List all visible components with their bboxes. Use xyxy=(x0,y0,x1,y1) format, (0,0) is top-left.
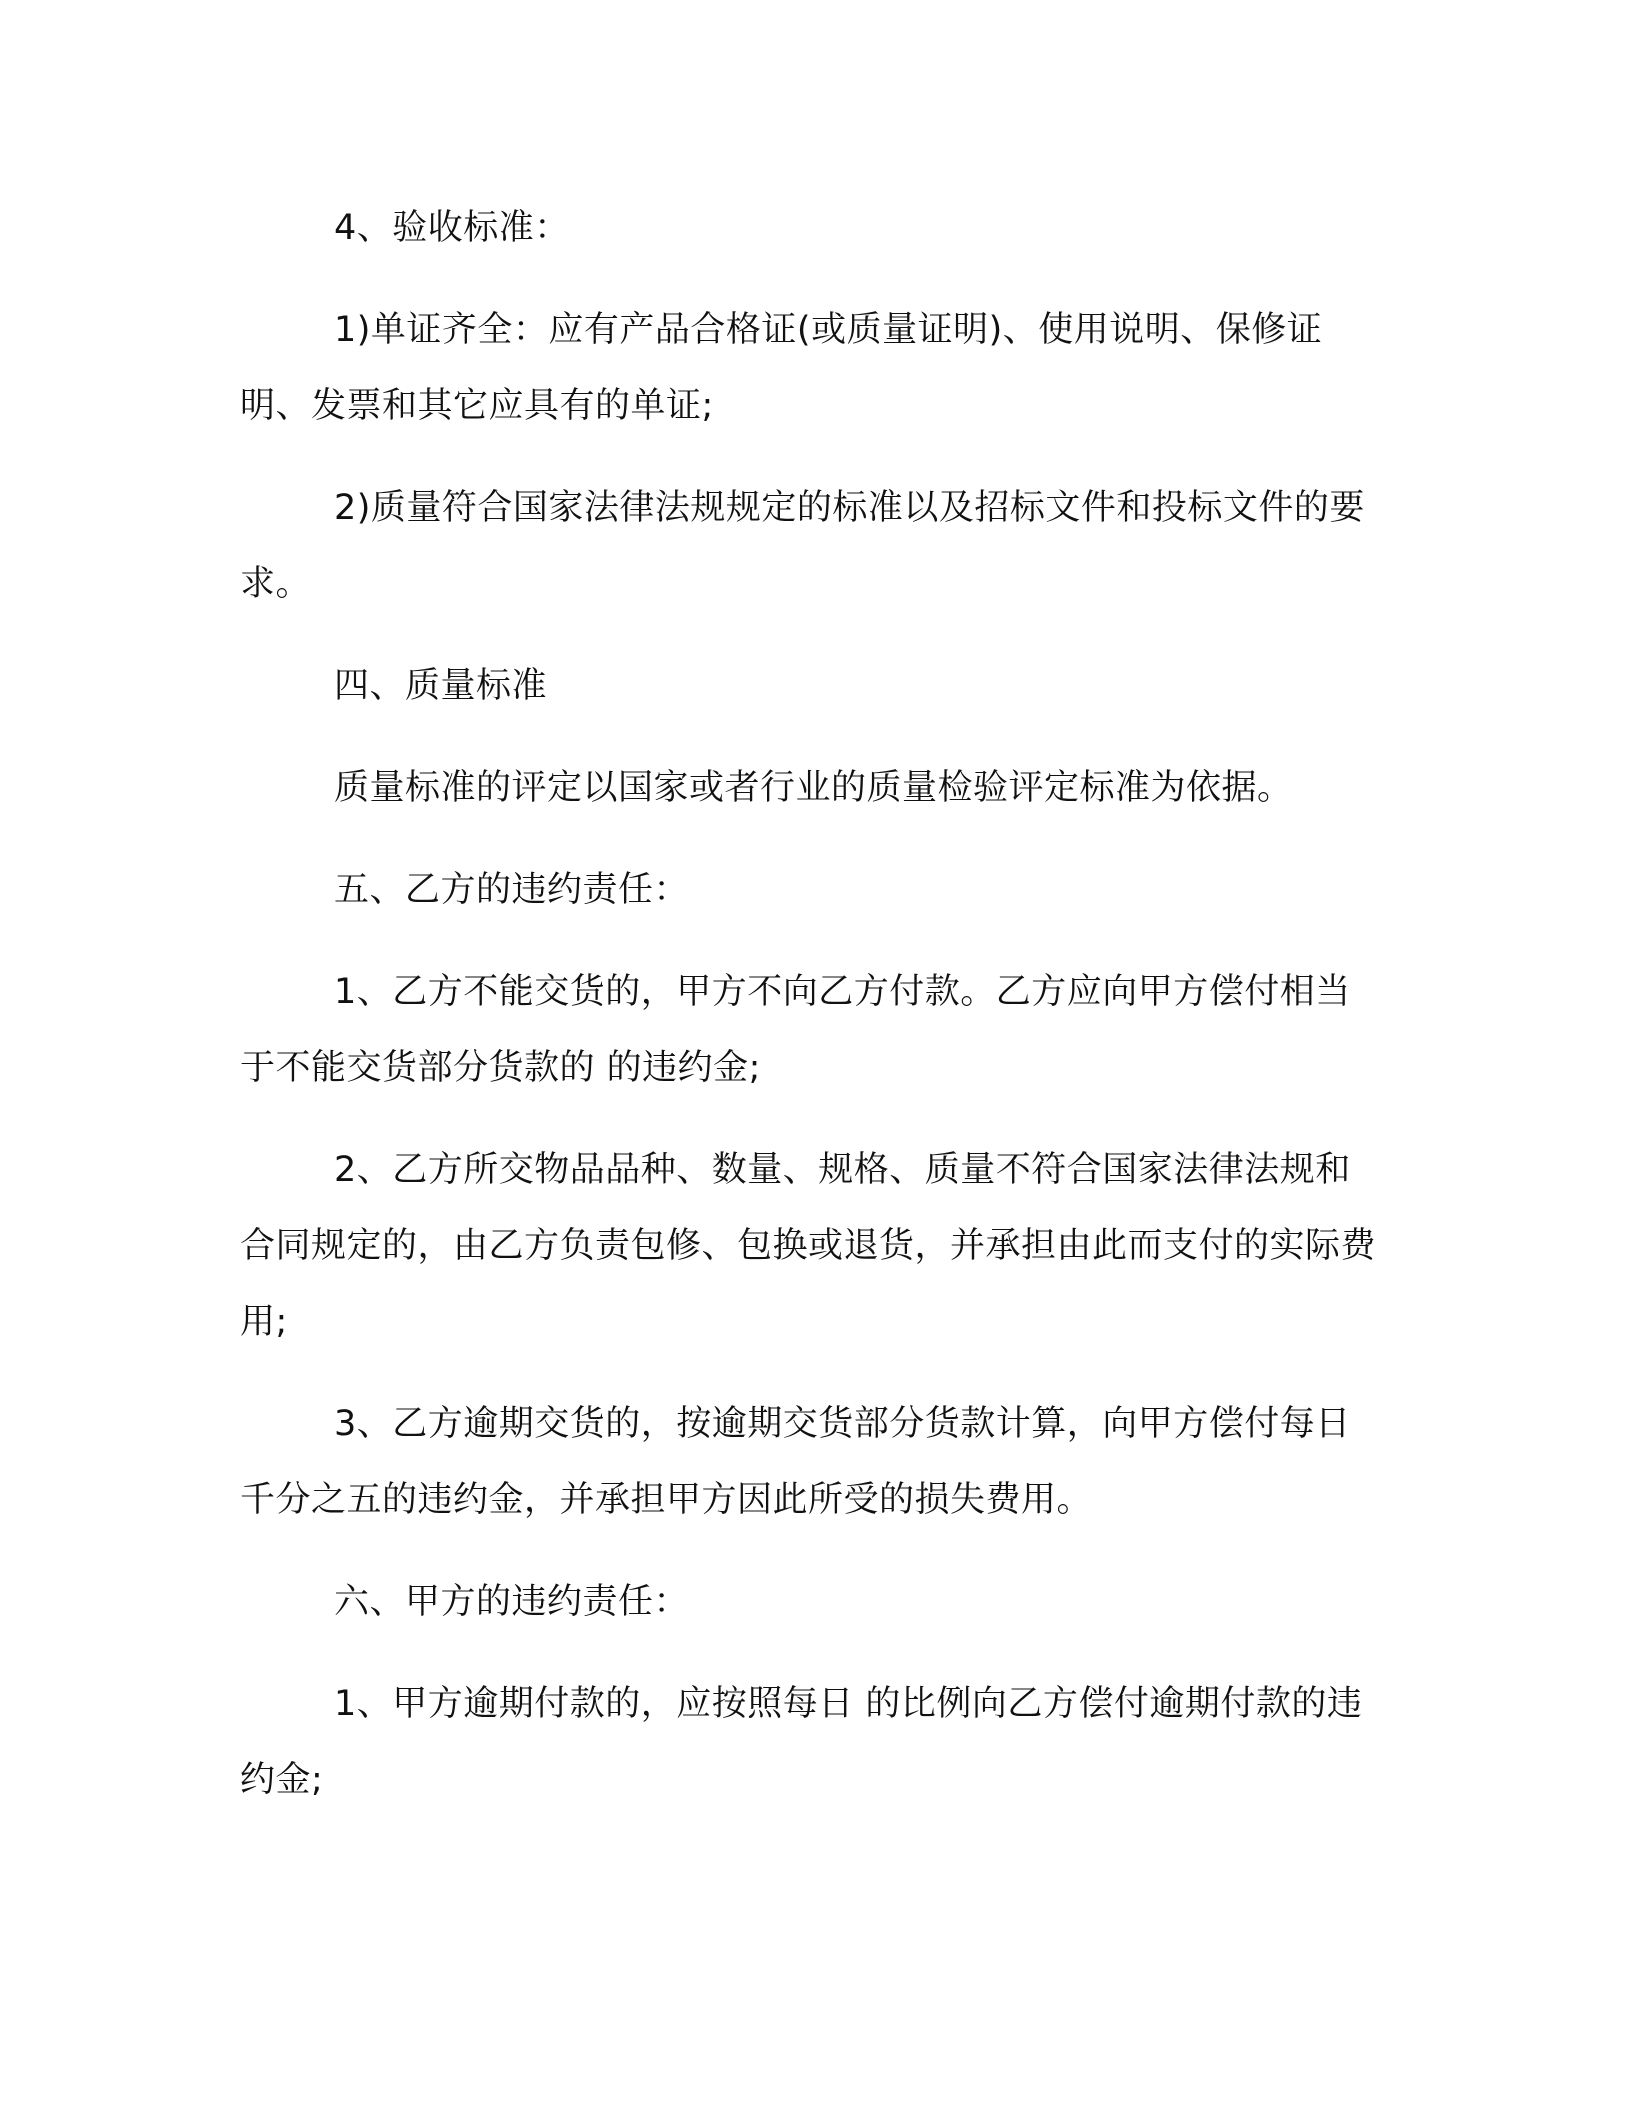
section-heading-quality-standard: 四、质量标准 xyxy=(334,666,548,706)
section-heading-party-a-liability: 六、甲方的违约责任： xyxy=(334,1582,690,1622)
paragraph-documents-complete: 1)单证齐全：应有产品合格证(或质量证明)、使用说明、保修证明、发票和其它应具有的单证; xyxy=(240,310,1323,426)
paragraph-quality-compliance: 2)质量符合国家法律法规规定的标准以及招标文件和投标文件的要求。 xyxy=(240,488,1365,604)
paragraph-party-b-no-delivery: 1、乙方不能交货的，甲方不向乙方付款。乙方应向甲方偿付相当于不能交货部分货款的 的违约金; xyxy=(240,972,1351,1088)
paragraph-party-b-late-delivery: 3、乙方逾期交货的，按逾期交货部分货款计算，向甲方偿付每日千分之五的违约金，并承担甲方因此所受的损失费用。 xyxy=(240,1404,1351,1520)
paragraph-party-a-late-payment: 1、甲方逾期付款的，应按照每日 的比例向乙方偿付逾期付款的违约金; xyxy=(240,1684,1363,1800)
paragraph-acceptance-standard-heading: 4、验收标准： xyxy=(334,208,570,248)
document-body xyxy=(240,190,1380,1818)
paragraph-quality-basis: 质量标准的评定以国家或者行业的质量检验评定标准为依据。 xyxy=(334,768,1293,808)
paragraph-party-b-nonconforming-goods: 2、乙方所交物品品种、数量、规格、质量不符合国家法律法规和合同规定的，由乙方负责包修、包换或退货，并承担由此而支付的实际费用; xyxy=(240,1150,1377,1342)
section-heading-party-b-liability: 五、乙方的违约责任： xyxy=(334,870,690,910)
